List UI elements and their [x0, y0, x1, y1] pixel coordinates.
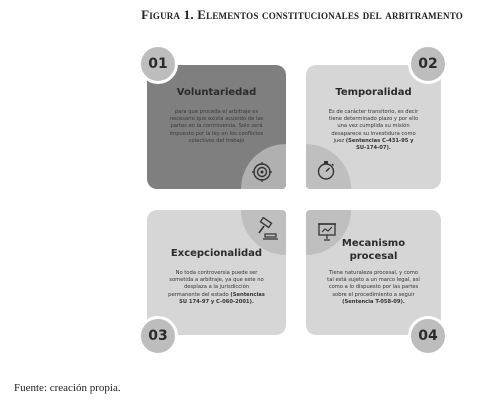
number-badge: 01: [138, 44, 178, 84]
card-text: [310, 109, 437, 152]
card-text: [153, 109, 280, 145]
card-temporalidad: [306, 65, 441, 189]
target-icon: [251, 161, 273, 183]
card-title: Voluntariedad: [176, 87, 257, 98]
number-badge: 02: [408, 44, 448, 84]
text-line: necesario que exista acuerdo de las: [169, 116, 264, 123]
stopwatch-icon: [315, 159, 337, 181]
citation-line: [310, 145, 437, 152]
citation: (Sentencias C-431-95 y: [345, 137, 414, 144]
card-voluntariedad: [147, 65, 286, 189]
text-line: No toda controversia puede ser: [175, 270, 258, 276]
text-line: Es de carácter transitorio, es decir: [328, 109, 419, 115]
card-text: [153, 270, 280, 306]
text-line: [153, 292, 280, 299]
text-plain: juez: [333, 137, 346, 144]
text-line: Tiene naturaleza procesal, y como: [328, 270, 419, 276]
text-plain: permanente del estado: [168, 291, 229, 298]
citation: SU-174-07).: [356, 145, 391, 152]
text-line: tal está sujeto a un marco legal, así: [327, 277, 420, 284]
citation: (Sentencias: [230, 291, 265, 298]
text-line: desplaza a la jurisdicción: [183, 284, 250, 291]
card-text: [310, 270, 437, 306]
figure-caption: Figura 1. Elementos constitucionales del arbitramento: [141, 7, 463, 22]
text-line: desaparece su investidura como: [331, 130, 416, 137]
text-line: tiene determinado plazo y por ello: [328, 116, 419, 123]
text-line: como a lo dispuesto por las partes: [328, 284, 419, 291]
gavel-icon: [255, 217, 279, 241]
card-title: [306, 237, 441, 263]
figure-source: Fuente: creación propia.: [14, 382, 121, 394]
text-line: sobre el procedimiento a seguir: [332, 291, 415, 298]
citation-line: [153, 299, 280, 306]
title-line: Mecanismo: [341, 238, 406, 249]
text-line: una vez cumplida su misión: [337, 123, 410, 130]
citation-line: [310, 299, 437, 306]
text-line: partes en la controversia. Solo será: [170, 123, 263, 130]
number-badge: 04: [408, 316, 448, 356]
text-line: colectivos del trabajo: [188, 137, 245, 144]
card-title: Temporalidad: [335, 87, 412, 98]
text-line: impuesto por la ley en los conflictos: [169, 130, 264, 137]
title-line: procesal: [349, 251, 398, 262]
card-title: Excepcionalidad: [170, 248, 263, 259]
number-badge: 03: [138, 316, 178, 356]
text-line: para que proceda el arbitraje es: [174, 109, 259, 115]
citation: SU 174-97 y C-060-2001).: [179, 298, 254, 305]
card-excepcionalidad: [147, 210, 286, 335]
citation: (Sentencia T-058-09).: [342, 298, 405, 305]
text-line: [310, 138, 437, 145]
text-line: sometida a arbitraje, ya que este no: [169, 277, 264, 284]
